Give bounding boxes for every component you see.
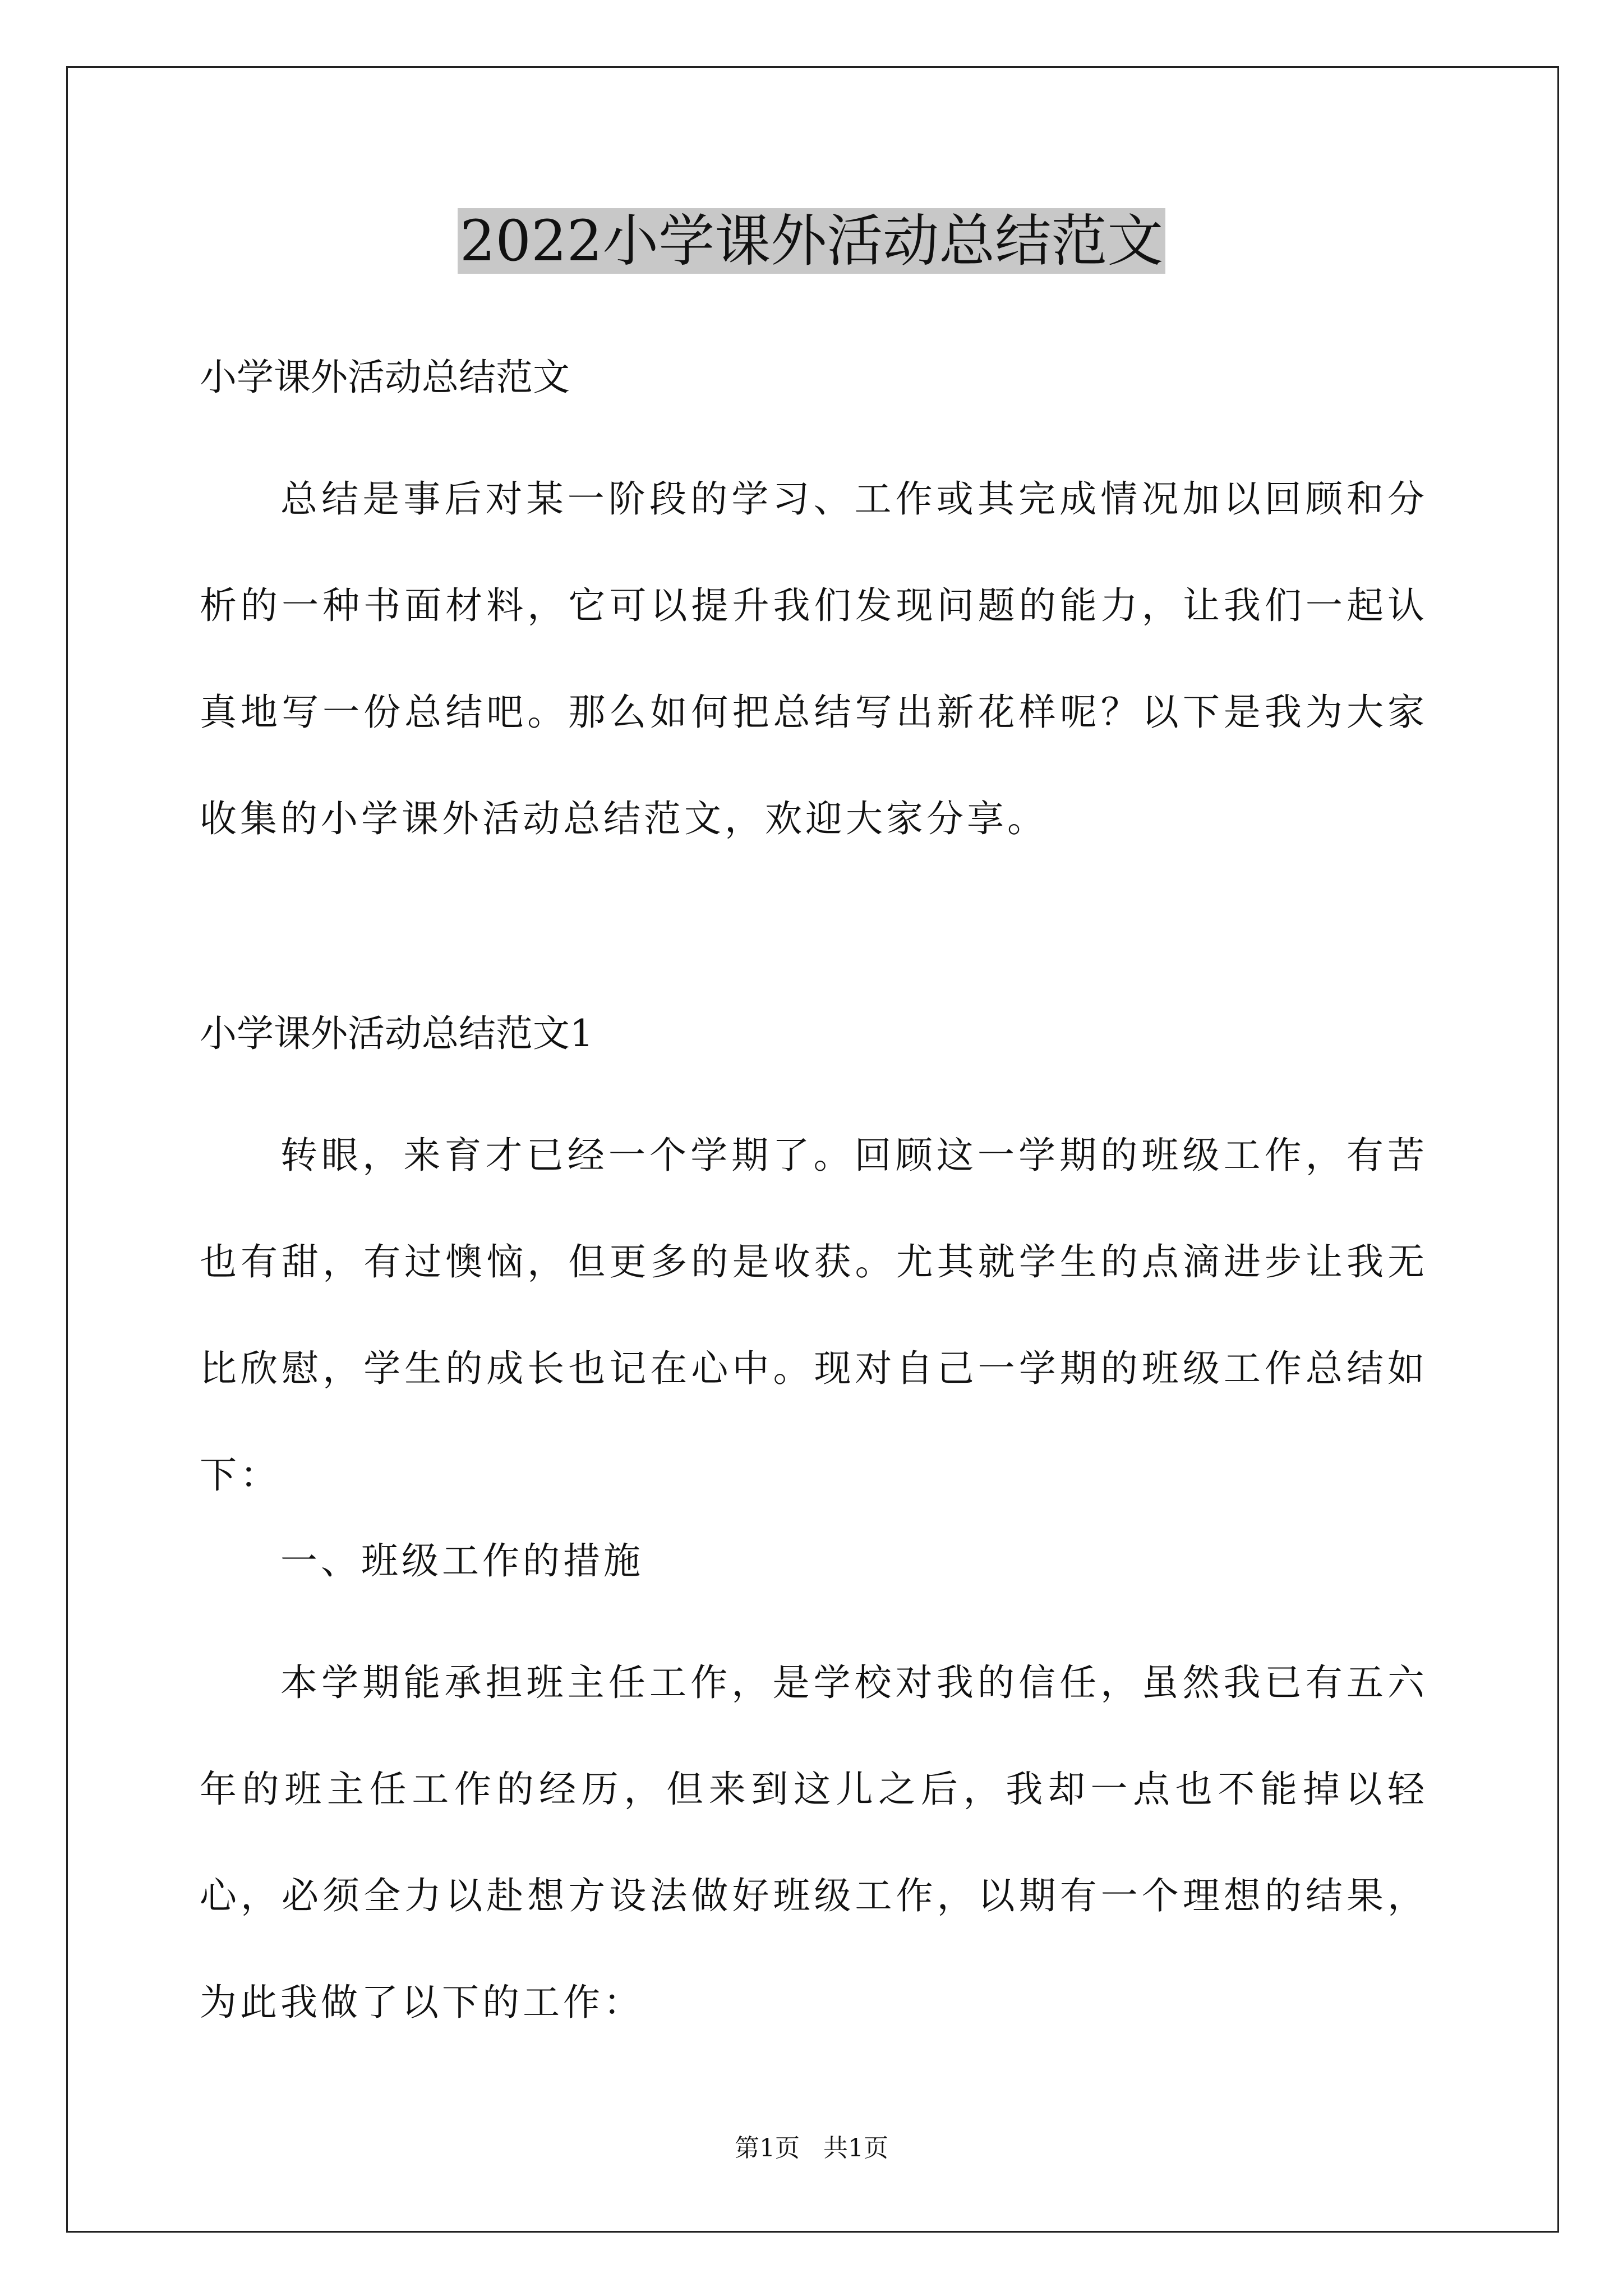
document-subtitle: 小学课外活动总结范文 xyxy=(200,356,570,399)
section-1-paragraph-1: 转眼，来育才已经一个学期了。回顾这一学期的班级工作，有苦也有甜，有过懊恼，但更多的是收获。尤其就学生的点滴进步让我无比欣慰，学生的成长也记在心中。现对自己一学期的班级工作总结如下： xyxy=(200,1134,1428,1497)
section-1-paragraph-2: 本学期能承担班主任工作，是学校对我的信任，虽然我已有五六年的班主任工作的经历，但来到这儿之后，我却一点也不能掉以轻心，必须全力以赴想方设法做好班级工作，以期有一个理想的结果，为此我做了以下的工作： xyxy=(200,1661,1428,2024)
intro-paragraph: 总结是事后对某一阶段的学习、工作或其完成情况加以回顾和分析的一种书面材料，它可以提升我们发现问题的能力，让我们一起认真地写一份总结吧。那么如何把总结写出新花样呢？以下是我为大家收集的小学课外活动总结范文，欢迎大家分享。 xyxy=(200,477,1428,840)
document-title xyxy=(0,202,1623,280)
section-1-title: 小学课外活动总结范文1 xyxy=(200,1012,593,1055)
page-footer: 第1页 共1页 xyxy=(735,2134,888,2162)
document-title-text: 2022小学课外活动总结范文 xyxy=(458,208,1166,274)
section-1-subheading-1: 一、班级工作的措施 xyxy=(280,1539,644,1582)
